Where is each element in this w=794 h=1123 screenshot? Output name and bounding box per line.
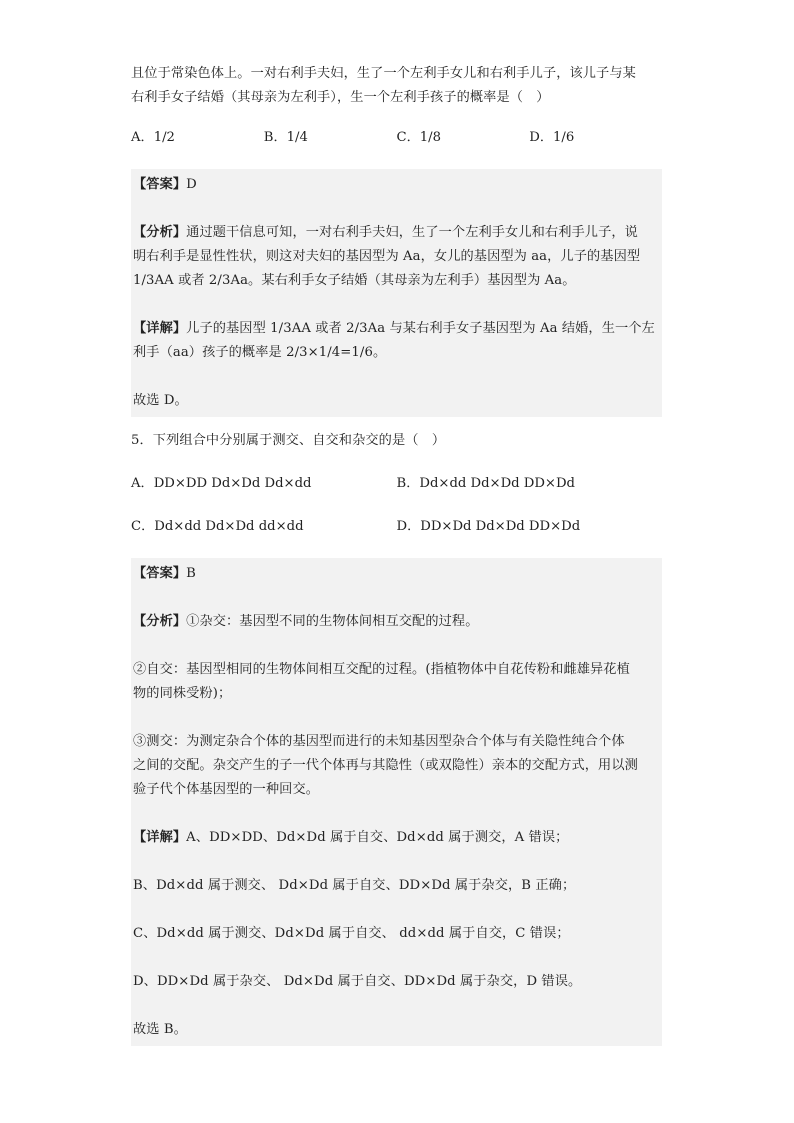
q5-conclusion: 故选 B。 (133, 1022, 187, 1037)
analysis-text: 物的同株受粉)； (133, 686, 232, 701)
q4-stem (131, 62, 662, 110)
q4-option-b: B．1/4 (263, 130, 308, 145)
q5-detail-b: B、Dd×dd 属于测交、 Dd×Dd 属于自交、DD×Dd 属于杂交，B 正确； (133, 878, 576, 893)
q5-option-a: A．DD×DD Dd×Dd Dd×dd (131, 476, 312, 491)
q5-options-row2 (131, 515, 662, 539)
q4-stem-line: 右利手女子结婚（其母亲为左利手），生一个左利手孩子的概率是（ ） (131, 90, 550, 105)
q4-option-c: C．1/8 (396, 130, 442, 145)
q5-analysis-1 (133, 606, 660, 638)
q4-option-d: D．1/6 (529, 130, 575, 145)
q5-answer (133, 558, 660, 590)
q5-analysis-3 (133, 726, 660, 806)
q4-conclusion: 故选 D。 (133, 393, 188, 408)
q5-options-row1 (131, 472, 662, 496)
q5-solution (131, 558, 662, 1046)
analysis-text: 1/3AA 或者 2/3Aa。某右利手女子结婚（其母亲为左利手）基因型为 Aa。 (133, 273, 576, 288)
detail-text: A、DD×DD、Dd×Dd 属于自交、Dd×dd 属于测交，A 错误； (186, 830, 569, 845)
document-content (131, 62, 662, 1046)
q5-option-c: C．Dd×dd Dd×Dd dd×dd (131, 519, 304, 534)
answer-tag: 【答案】 (133, 177, 187, 192)
q5-analysis-2 (133, 654, 660, 710)
q5-option-b: B．Dd×dd Dd×Dd DD×Dd (396, 476, 576, 491)
q4-options (131, 126, 662, 150)
q4-stem-line: 且位于常染色体上。一对右利手夫妇，生了一个左利手女儿和右利手儿子，该儿子与某 (131, 66, 636, 81)
q4-detail (133, 313, 660, 369)
analysis-text: ③测交：为测定杂合个体的基因型而进行的未知基因型杂合个体与有关隐性纯合个体 (133, 734, 625, 749)
detail-tag: 【详解】 (133, 321, 187, 336)
answer-value: B (186, 566, 196, 581)
answer-value: D (186, 177, 197, 192)
detail-text: 儿子的基因型 1/3AA 或者 2/3Aa 与某右利手女子基因型为 Aa 结婚，生一个左 (186, 321, 655, 336)
detail-text: 利手（aa）孩子的概率是 2/3×1/4=1/6。 (133, 345, 387, 360)
analysis-text: ②自交：基因型相同的生物体间相互交配的过程。(指植物体中自花传粉和雌雄异花植 (133, 662, 630, 677)
analysis-text: 通过题干信息可知，一对右利手夫妇，生了一个左利手女儿和右利手儿子，说 (186, 225, 638, 240)
analysis-text: 验子代个体基因型的一种回交。 (133, 782, 320, 797)
q4-analysis (133, 217, 660, 297)
q5-stem: 5．下列组合中分别属于测交、自交和杂交的是（ ） (131, 433, 446, 448)
q5-option-d: D．DD×Dd Dd×Dd DD×Dd (396, 519, 581, 534)
q4-option-a: A．1/2 (131, 130, 175, 145)
q5-detail-c: C、Dd×dd 属于测交、Dd×Dd 属于自交、 dd×dd 属于自交，C 错误； (133, 926, 570, 941)
analysis-tag: 【分析】 (133, 614, 187, 629)
q5-detail-d: D、DD×Dd 属于杂交、 Dd×Dd 属于自交、DD×Dd 属于杂交，D 错误。 (133, 974, 582, 989)
analysis-text: ①杂交：基因型不同的生物体间相互交配的过程。 (186, 614, 479, 629)
q4-answer (133, 169, 660, 201)
analysis-tag: 【分析】 (133, 225, 187, 240)
q5-detail-a (133, 822, 660, 854)
answer-tag: 【答案】 (133, 566, 187, 581)
analysis-text: 明右利手是显性性状，则这对夫妇的基因型为 Aa，女儿的基因型为 aa，儿子的基因型 (133, 249, 641, 264)
analysis-text: 之间的交配。杂交产生的子一代个体再与其隐性（或双隐性）亲本的交配方式，用以测 (133, 758, 638, 773)
detail-tag: 【详解】 (133, 830, 187, 845)
q4-solution (131, 169, 662, 417)
